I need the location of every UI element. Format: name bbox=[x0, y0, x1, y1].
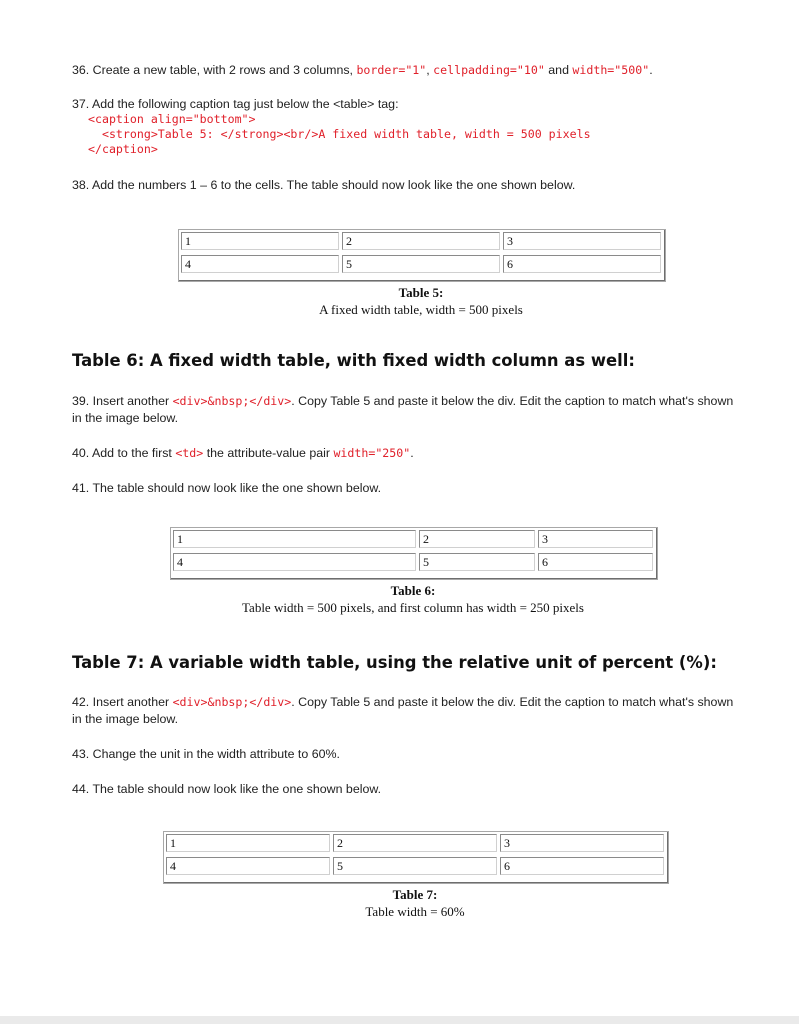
step-42-text: . Copy Table 5 and paste it below the div. Edit the caption to match what's shown in the image below. bbox=[72, 695, 734, 726]
caption-code-block bbox=[88, 112, 591, 157]
step-36-text: 36. Create a new table, with 2 rows and 3 columns, bbox=[72, 63, 357, 77]
step-39 bbox=[72, 393, 744, 427]
step-40 bbox=[72, 445, 744, 462]
table-cell: 6 bbox=[538, 553, 653, 571]
table-cell: 3 bbox=[500, 834, 664, 852]
caption-title: Table 7: bbox=[392, 887, 438, 902]
table-cell: 5 bbox=[342, 255, 500, 273]
step-41: 41. The table should now look like the one shown below. bbox=[72, 481, 382, 495]
step-43: 43. Change the unit in the width attribute to 60%. bbox=[72, 747, 340, 761]
table-6 bbox=[170, 527, 658, 580]
table-cell: 1 bbox=[181, 232, 339, 250]
step-42 bbox=[72, 694, 744, 728]
caption-title: Table 5: bbox=[398, 285, 444, 300]
table-cell: 4 bbox=[166, 857, 330, 875]
table-5-caption bbox=[178, 284, 664, 318]
table-cell: 3 bbox=[538, 530, 653, 548]
code-line: <caption align="bottom"> bbox=[88, 112, 256, 126]
step-39-code-div: <div>&nbsp;</div> bbox=[172, 394, 292, 408]
caption-title: Table 6: bbox=[390, 583, 436, 598]
table-6-caption bbox=[170, 582, 656, 616]
caption-subtitle: Table width = 500 pixels, and first column has width = 250 pixels bbox=[242, 600, 584, 615]
step-36-code-width: width="500" bbox=[572, 63, 650, 77]
step-36-code-cellpadding: cellpadding="10" bbox=[433, 63, 545, 77]
table-7 bbox=[163, 831, 669, 884]
table-cell: 3 bbox=[503, 232, 661, 250]
step-38: 38. Add the numbers 1 – 6 to the cells. The table should now look like the one shown below. bbox=[72, 178, 576, 192]
step-44: 44. The table should now look like the one shown below. bbox=[72, 782, 382, 796]
step-42-text: 42. Insert another bbox=[72, 695, 173, 709]
step-36-text: and bbox=[544, 63, 573, 77]
caption-subtitle: Table width = 60% bbox=[365, 904, 465, 919]
table-cell: 1 bbox=[166, 834, 330, 852]
step-39-text: . Copy Table 5 and paste it below the div. Edit the caption to match what's shown in the image below. bbox=[72, 394, 734, 425]
table-cell: 5 bbox=[333, 857, 497, 875]
table-cell: 6 bbox=[503, 255, 661, 273]
code-line: <strong>Table 5: </strong><br/>A fixed width table, width = 500 pixels bbox=[88, 127, 591, 141]
step-39-text: 39. Insert another bbox=[72, 394, 173, 408]
step-36 bbox=[72, 62, 744, 79]
table-cell: 2 bbox=[342, 232, 500, 250]
step-36-code-border: border="1" bbox=[356, 63, 427, 77]
table-cell: 2 bbox=[419, 530, 535, 548]
step-36-text: , bbox=[426, 63, 434, 77]
section-heading-table-6: Table 6: A fixed width table, with fixed width column as well: bbox=[72, 351, 635, 370]
step-40-text: the attribute-value pair bbox=[203, 446, 334, 460]
step-40-code-td: <td> bbox=[175, 446, 204, 460]
table-cell: 2 bbox=[333, 834, 497, 852]
step-40-text: . bbox=[410, 446, 414, 460]
table-5 bbox=[178, 229, 666, 282]
step-40-code-width: width="250" bbox=[333, 446, 411, 460]
code-line: </caption> bbox=[88, 142, 158, 156]
page-bottom-edge bbox=[0, 1016, 799, 1024]
step-40-text: 40. Add to the first bbox=[72, 446, 176, 460]
caption-subtitle: A fixed width table, width = 500 pixels bbox=[319, 302, 523, 317]
table-cell: 4 bbox=[173, 553, 416, 571]
table-cell: 1 bbox=[173, 530, 416, 548]
step-37: 37. Add the following caption tag just below the <table> tag: bbox=[72, 97, 399, 111]
table-cell: 5 bbox=[419, 553, 535, 571]
table-cell: 6 bbox=[500, 857, 664, 875]
table-cell: 4 bbox=[181, 255, 339, 273]
step-42-code-div: <div>&nbsp;</div> bbox=[172, 695, 292, 709]
section-heading-table-7: Table 7: A variable width table, using the relative unit of percent (%): bbox=[72, 653, 717, 672]
step-36-text: . bbox=[649, 63, 653, 77]
table-7-caption bbox=[163, 886, 667, 920]
